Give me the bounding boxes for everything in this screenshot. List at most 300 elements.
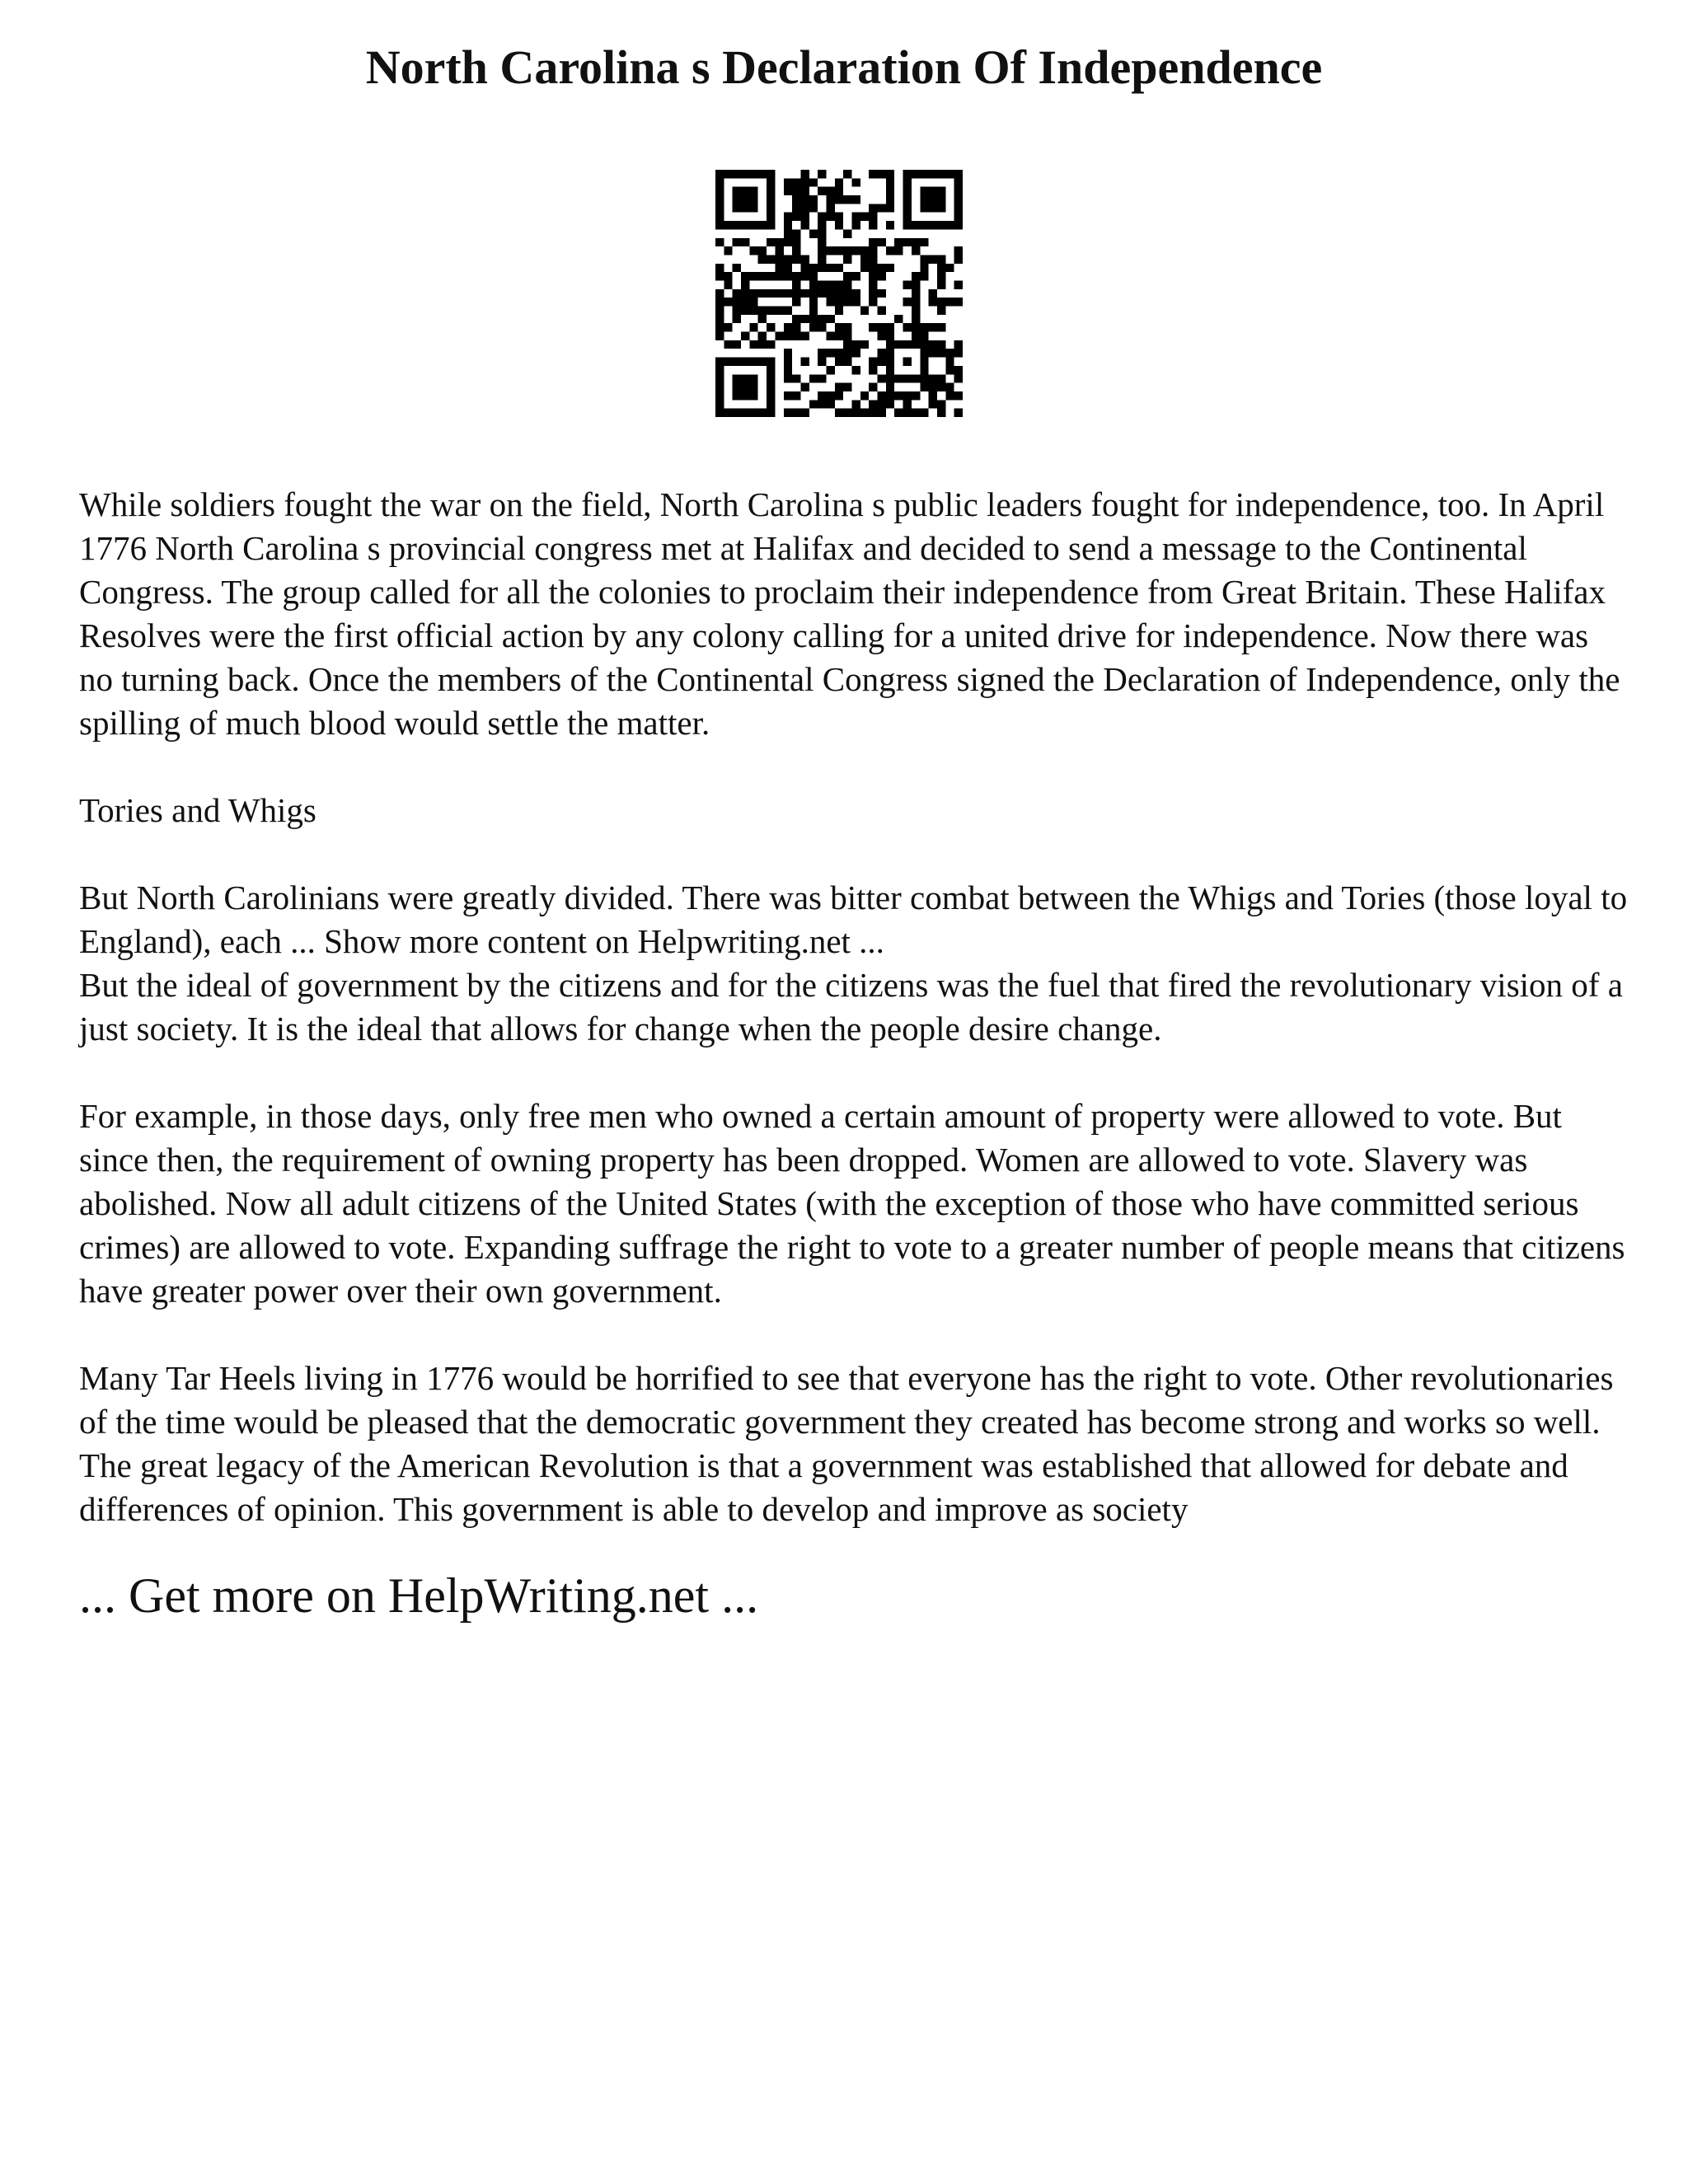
qr-module (715, 289, 724, 298)
qr-module (749, 195, 757, 204)
qr-module (800, 170, 809, 178)
qr-module (929, 374, 937, 382)
qr-module (937, 280, 945, 288)
qr-module (869, 238, 877, 246)
qr-module (749, 221, 757, 229)
qr-module (749, 170, 757, 178)
paragraph-tar-heels: Many Tar Heels living in 1776 would be horrified to see that everyone has the right to vote. Other revolutionaries of the time would be pleased that the democratic government they created has become strong and works so well. The great legacy of the American Revolution is that a government was established that allowed for debate and differences of opinion. This government is able to develop and improve as society (79, 1359, 1614, 1528)
qr-module (843, 323, 851, 331)
qr-module (937, 298, 945, 306)
qr-module (749, 187, 757, 195)
qr-module (894, 391, 903, 400)
qr-module (733, 358, 741, 366)
qr-module (929, 255, 937, 263)
qr-module (886, 221, 894, 229)
qr-module (809, 400, 818, 408)
qr-module (843, 195, 851, 204)
qr-module (843, 340, 851, 349)
qr-module (954, 366, 963, 374)
qr-module (809, 264, 818, 272)
qr-module (945, 366, 954, 374)
qr-module (886, 349, 894, 357)
qr-module (912, 323, 920, 331)
qr-module (894, 315, 903, 323)
qr-module (715, 264, 724, 272)
qr-module (903, 374, 912, 382)
qr-module (886, 383, 894, 391)
qr-module (920, 374, 928, 382)
qr-module (784, 307, 792, 315)
qr-module (818, 246, 826, 255)
qr-module (929, 187, 937, 195)
qr-module (886, 204, 894, 212)
qr-module (792, 229, 800, 237)
qr-module (835, 280, 843, 288)
qr-module (715, 391, 724, 400)
qr-module (800, 213, 809, 221)
qr-module (903, 238, 912, 246)
qr-module (886, 178, 894, 186)
qr-module (749, 358, 757, 366)
qr-module (878, 332, 886, 340)
qr-module (758, 409, 767, 417)
paragraph-spacer (79, 1313, 1629, 1357)
qr-module (869, 213, 877, 221)
qr-module (903, 213, 912, 221)
qr-module (878, 374, 886, 382)
qr-module (937, 187, 945, 195)
qr-module (792, 238, 800, 246)
qr-module (869, 246, 877, 255)
qr-module (749, 307, 757, 315)
qr-module (758, 272, 767, 280)
qr-module (878, 307, 886, 315)
qr-module (767, 340, 775, 349)
qr-module (715, 221, 724, 229)
qr-module (954, 255, 963, 263)
qr-module (784, 272, 792, 280)
qr-module (903, 195, 912, 204)
qr-module (767, 374, 775, 382)
qr-module (937, 374, 945, 382)
qr-module (903, 187, 912, 195)
qr-module (852, 340, 860, 349)
qr-module (912, 272, 920, 280)
qr-module (912, 409, 920, 417)
qr-module (767, 272, 775, 280)
qr-module (784, 391, 792, 400)
qr-module (843, 272, 851, 280)
qr-module (843, 229, 851, 237)
qr-module (733, 340, 741, 349)
qr-module (835, 187, 843, 195)
qr-module (954, 213, 963, 221)
qr-module (733, 409, 741, 417)
qr-module (767, 238, 775, 246)
qr-module (945, 170, 954, 178)
qr-module (715, 374, 724, 382)
qr-module (929, 298, 937, 306)
qr-module (767, 366, 775, 374)
qr-module (767, 400, 775, 408)
qr-module (894, 238, 903, 246)
qr-module (860, 307, 869, 315)
qr-module (912, 307, 920, 315)
qr-module (869, 383, 877, 391)
qr-module (869, 298, 877, 306)
qr-module (954, 409, 963, 417)
qr-module (715, 187, 724, 195)
qr-module (860, 246, 869, 255)
qr-module (767, 204, 775, 212)
qr-module (886, 195, 894, 204)
qr-code-graphic (715, 170, 963, 417)
qr-module (733, 307, 741, 315)
qr-module (920, 187, 928, 195)
qr-module (715, 358, 724, 366)
qr-module (724, 340, 732, 349)
qr-module (715, 170, 724, 178)
qr-module (792, 374, 800, 382)
qr-module (903, 204, 912, 212)
paragraph-spacer (79, 745, 1629, 789)
qr-module (758, 358, 767, 366)
qr-module (903, 340, 912, 349)
qr-module (715, 332, 724, 340)
qr-module (767, 178, 775, 186)
qr-module (937, 195, 945, 204)
qr-module (869, 289, 877, 298)
qr-module (749, 272, 757, 280)
qr-module (912, 238, 920, 246)
qr-module (826, 280, 834, 288)
qr-module (715, 298, 724, 306)
qr-module (792, 195, 800, 204)
qr-module (749, 204, 757, 212)
qr-module (724, 272, 732, 280)
qr-module (818, 349, 826, 357)
qr-module (818, 289, 826, 298)
qr-module (835, 298, 843, 306)
qr-module (826, 204, 834, 212)
qr-module (784, 264, 792, 272)
qr-module (767, 221, 775, 229)
qr-module (929, 289, 937, 298)
qr-module (835, 221, 843, 229)
qr-module (767, 323, 775, 331)
qr-module (860, 255, 869, 263)
qr-module (733, 195, 741, 204)
qr-module (852, 213, 860, 221)
qr-module (792, 255, 800, 263)
qr-module (784, 255, 792, 263)
qr-module (758, 246, 767, 255)
qr-module (741, 204, 749, 212)
qr-module (869, 400, 877, 408)
qr-module (886, 170, 894, 178)
qr-module (945, 358, 954, 366)
qr-module (800, 195, 809, 204)
qr-module (835, 264, 843, 272)
qr-module (800, 315, 809, 323)
qr-module (767, 409, 775, 417)
qr-module (715, 366, 724, 374)
qr-module (741, 358, 749, 366)
qr-module (878, 400, 886, 408)
qr-module (784, 358, 792, 366)
qr-module (920, 255, 928, 263)
qr-module (878, 323, 886, 331)
qr-module (878, 358, 886, 366)
qr-module (724, 221, 732, 229)
qr-module (852, 400, 860, 408)
qr-module (792, 323, 800, 331)
qr-module (809, 374, 818, 382)
qr-module (852, 409, 860, 417)
qr-module (869, 358, 877, 366)
qr-module (818, 400, 826, 408)
qr-module (869, 323, 877, 331)
qr-module (937, 383, 945, 391)
qr-module (724, 246, 732, 255)
qr-module (920, 170, 928, 178)
qr-module (954, 391, 963, 400)
qr-module (800, 221, 809, 229)
qr-module (715, 178, 724, 186)
qr-module (912, 315, 920, 323)
qr-module (741, 195, 749, 204)
qr-module (749, 383, 757, 391)
qr-module (767, 358, 775, 366)
qr-module (912, 280, 920, 288)
qr-module (758, 315, 767, 323)
qr-module (835, 178, 843, 186)
qr-module (758, 289, 767, 298)
qr-module (920, 358, 928, 366)
qr-module (878, 409, 886, 417)
qr-module (733, 391, 741, 400)
qr-module (818, 229, 826, 237)
qr-module (818, 221, 826, 229)
qr-module (784, 323, 792, 331)
qr-module (937, 323, 945, 331)
qr-module (826, 332, 834, 340)
qr-module (800, 255, 809, 263)
qr-module (878, 289, 886, 298)
qr-module (741, 221, 749, 229)
qr-module (912, 221, 920, 229)
qr-module (860, 391, 869, 400)
qr-module (724, 280, 732, 288)
qr-module (852, 349, 860, 357)
qr-module (920, 195, 928, 204)
qr-module (937, 255, 945, 263)
qr-module (903, 400, 912, 408)
qr-module (715, 409, 724, 417)
qr-module (758, 340, 767, 349)
qr-module (792, 391, 800, 400)
qr-module (792, 272, 800, 280)
qr-module (800, 409, 809, 417)
qr-module (920, 264, 928, 272)
qr-module (826, 298, 834, 306)
qr-module (860, 264, 869, 272)
qr-module (733, 289, 741, 298)
qr-module (741, 280, 749, 288)
qr-module (818, 213, 826, 221)
qr-module (869, 280, 877, 288)
qr-module (715, 400, 724, 408)
qr-module (937, 264, 945, 272)
qr-module (826, 187, 834, 195)
qr-module (843, 358, 851, 366)
qr-module (878, 272, 886, 280)
qr-module (937, 272, 945, 280)
qr-module (800, 332, 809, 340)
qr-module (792, 178, 800, 186)
qr-module (767, 213, 775, 221)
qr-module (792, 204, 800, 212)
qr-module (784, 349, 792, 357)
qr-module (852, 366, 860, 374)
qr-module (903, 358, 912, 366)
qr-module (715, 272, 724, 280)
qr-module (809, 280, 818, 288)
qr-module (929, 195, 937, 204)
qr-module (912, 170, 920, 178)
qr-module (800, 383, 809, 391)
qr-module (869, 221, 877, 229)
qr-module (767, 170, 775, 178)
qr-module (818, 255, 826, 263)
qr-module (878, 238, 886, 246)
qr-module (886, 400, 894, 408)
qr-module (715, 195, 724, 204)
qr-module (869, 170, 877, 178)
qr-module (784, 178, 792, 186)
qr-module (843, 383, 851, 391)
qr-module (741, 170, 749, 178)
qr-module (954, 349, 963, 357)
get-more-link[interactable]: ... Get more on HelpWriting.net ... (79, 1568, 759, 1623)
qr-module (886, 332, 894, 340)
qr-module (818, 280, 826, 288)
qr-module (835, 349, 843, 357)
qr-module (929, 170, 937, 178)
qr-module (741, 187, 749, 195)
qr-module (835, 391, 843, 400)
qr-module (826, 246, 834, 255)
qr-module (826, 400, 834, 408)
qr-module (767, 391, 775, 400)
qr-module (852, 178, 860, 186)
qr-module (860, 409, 869, 417)
qr-module (954, 246, 963, 255)
qr-module (826, 366, 834, 374)
qr-module (775, 238, 783, 246)
qr-module (826, 213, 834, 221)
qr-module (903, 280, 912, 288)
qr-module (818, 264, 826, 272)
qr-module (912, 332, 920, 340)
qr-module (749, 323, 757, 331)
qr-module (852, 195, 860, 204)
qr-module (749, 374, 757, 382)
qr-module (869, 204, 877, 212)
qr-module (775, 246, 783, 255)
qr-module (852, 221, 860, 229)
qr-module (809, 195, 818, 204)
qr-module (767, 195, 775, 204)
qr-module (784, 409, 792, 417)
qr-module (920, 221, 928, 229)
qr-module (945, 264, 954, 272)
qr-module (869, 272, 877, 280)
qr-module (954, 170, 963, 178)
qr-module (929, 340, 937, 349)
qr-module (792, 280, 800, 288)
qr-module (945, 298, 954, 306)
qr-module (920, 349, 928, 357)
qr-module (775, 307, 783, 315)
qr-module (749, 340, 757, 349)
qr-module (715, 323, 724, 331)
qr-module (835, 383, 843, 391)
qr-module (733, 170, 741, 178)
qr-module (775, 264, 783, 272)
qr-module (860, 213, 869, 221)
qr-module (835, 409, 843, 417)
qr-module (749, 298, 757, 306)
qr-module (818, 187, 826, 195)
qr-module (749, 246, 757, 255)
paragraph-example: For example, in those days, only free men who owned a certain amount of property were allowed to vote. But since then, the requirement of owning property has been dropped. Women are allowed to vote. Slavery was abolished. Now all adult citizens of the United States (with the exception of those who have committed serious crimes) are allowed to vote. Expanding suffrage the right to vote to a greater number of people means that citizens have greater power over their own government. (79, 1097, 1625, 1310)
qr-module (800, 358, 809, 366)
qr-module (843, 170, 851, 178)
qr-code-icon (715, 170, 963, 417)
qr-module (715, 213, 724, 221)
qr-module (784, 221, 792, 229)
qr-module (929, 323, 937, 331)
qr-module (843, 349, 851, 357)
qr-module (886, 264, 894, 272)
paragraph-spacer (79, 1051, 1629, 1094)
qr-module (954, 187, 963, 195)
qr-module (843, 298, 851, 306)
qr-module (835, 332, 843, 340)
qr-module (775, 289, 783, 298)
qr-module (843, 255, 851, 263)
qr-module (715, 383, 724, 391)
qr-module (784, 238, 792, 246)
qr-module (715, 315, 724, 323)
qr-module (826, 391, 834, 400)
qr-module (741, 409, 749, 417)
qr-module (826, 315, 834, 323)
page-title: North Carolina s Declaration Of Independence (365, 40, 1323, 94)
qr-module (920, 383, 928, 391)
qr-module (741, 391, 749, 400)
qr-module (903, 221, 912, 229)
paragraph-intro: While soldiers fought the war on the field, North Carolina s public leaders fought for independence, too. In April 1776 North Carolina s provincial congress met at Halifax and decided to send a message to the Continental Congress. The group called for all the colonies to proclaim their independence from Great Britain. These Halifax Resolves were the first official action by any colony calling for a united drive for independence. Now there was no turning back. Once the members of the Continental Congress signed the Declaration of Independence, only the spilling of much blood would settle the matter. (79, 485, 1620, 742)
qr-module (784, 332, 792, 340)
qr-module (733, 238, 741, 246)
qr-module (835, 307, 843, 315)
qr-module (733, 204, 741, 212)
qr-module (784, 289, 792, 298)
qr-module (818, 170, 826, 178)
qr-module (920, 204, 928, 212)
